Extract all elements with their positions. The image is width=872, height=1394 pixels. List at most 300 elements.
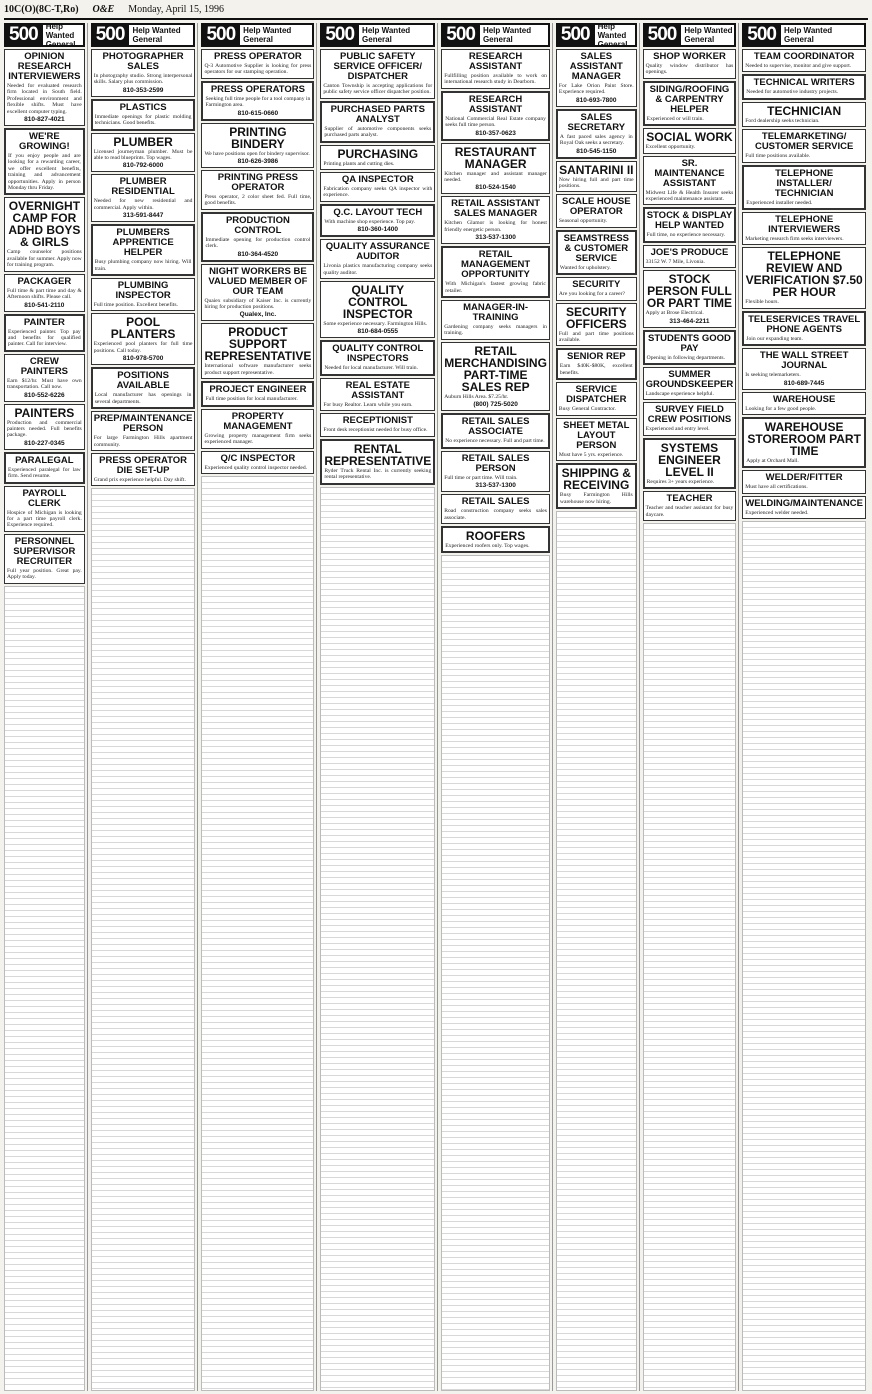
ad-body: Full year position. Great pay. Apply today. [7, 567, 82, 581]
ad-title: PUBLIC SAFETY SERVICE OFFICER/ DISPATCHER [333, 51, 423, 82]
section-banner [441, 23, 550, 47]
section-number: 500 [443, 25, 480, 45]
ad-body: Seeking full time people for a tool company in Farmington area. [205, 95, 311, 109]
classified-ad [441, 413, 550, 448]
ad-phone: 810-978-5700 [122, 355, 164, 363]
ad-body: Printing plants and cutting dies. [323, 160, 395, 167]
ad-body: Experienced paralegal for law firm. Send resume. [8, 466, 81, 480]
section-label-line2: General [45, 39, 76, 49]
ad-title: PREP/MAINTENANCE PERSON [93, 413, 193, 435]
ad-phone: Qualex, Inc. [239, 311, 277, 319]
section-label [681, 26, 732, 44]
classified-ad [643, 207, 737, 242]
ad-title: PAINTER [23, 316, 65, 328]
ad-title: Q.C. LAYOUT TECH [333, 206, 423, 218]
classified-ad [4, 274, 85, 312]
classified-ad [4, 404, 85, 450]
ad-body: We have positions open for bindery supervisor. [204, 150, 310, 157]
ad-title: RESTAURANT MANAGER [454, 144, 537, 171]
ad-title: PROPERTY MANAGEMENT [223, 410, 293, 432]
ad-title: TELEMARKETING/ CUSTOMER SERVICE [754, 131, 854, 153]
ad-body: Immediate openings for plastic molding technicians. Good benefits. [94, 113, 192, 127]
classified-ad [201, 264, 314, 322]
ad-title: SHIPPING & RECEIVING [561, 466, 631, 493]
ad-title: TELEPHONE REVIEW AND VERIFICATION $7.50 PER HOUR [745, 249, 863, 300]
column-1 [4, 23, 88, 1391]
ad-body: Q-3 Automotive Supplier is looking for press operators for our stamping operation. [204, 63, 312, 76]
ad-title: SUMMER GROUNDSKEEPER [645, 369, 734, 391]
section-label-line2: General [597, 39, 628, 49]
fine-print-listings [91, 488, 196, 1391]
ad-body: Kitchen manager and assistant manager needed. [444, 170, 547, 184]
classified-ad [556, 463, 637, 509]
ad-body: Fullfilling position available to work on international research study in Dearborn. [444, 73, 547, 86]
section-number: 500 [645, 25, 682, 45]
ad-body: Full time or part time. Will train. [444, 474, 518, 481]
ad-body: Local manufacturer has openings in several departments. [94, 392, 192, 405]
ad-phone: 313-591-8447 [122, 212, 164, 220]
ad-body: Must have 5 yrs. experience. [558, 451, 624, 458]
classified-ad [201, 123, 314, 168]
section-label-line1: Help Wanted [362, 26, 411, 35]
ad-body: Needed for new residential and commercial. Apply within. [93, 198, 193, 211]
ad-body: Hospice of Michigan is looking for a part time payroll clerk. Experience required. [7, 509, 82, 529]
classified-ad [556, 49, 637, 107]
classified-ad [643, 402, 737, 435]
ad-body: Full time positions available. [745, 153, 811, 160]
ad-phone: 810-360-1400 [357, 226, 399, 234]
classified-ad [643, 270, 737, 327]
section-banner [4, 23, 85, 47]
classified-ad [556, 303, 637, 347]
ad-title: SALES SECRETARY [567, 111, 626, 133]
ad-title: PLASTICS [119, 101, 167, 113]
ad-title: PURCHASING [337, 146, 419, 161]
ad-body: Looking for a few good people. [745, 405, 817, 412]
ad-title: RETAIL MERCHANDISING PART-TIME SALES REP [444, 343, 547, 394]
ad-body: Needed for evaluated research firm located in South field. Professional environment and flexible shifts. Must have excellent computer typing. [7, 83, 82, 115]
ad-body: National Commercial Real Estate company seeks full time person. [445, 115, 546, 129]
ad-body: Busy General Contractor. [558, 406, 616, 413]
ad-title: QUALITY CONTROL INSPECTORS [332, 343, 424, 365]
ad-body: Seasonal opportunity. [558, 218, 608, 225]
ad-title: TELESERVICES TRAVEL PHONE AGENTS [748, 313, 861, 335]
ad-phone: (800) 725-5020 [473, 401, 518, 409]
ad-body: Road construction company seeks sales associate. [444, 508, 547, 521]
classified-ad [201, 323, 314, 379]
classified-ad [201, 81, 314, 121]
ad-title: OPINION RESEARCH INTERVIEWERS [8, 51, 81, 82]
column-7 [643, 23, 740, 1391]
classified-ad [441, 300, 550, 340]
classified-ad [643, 491, 737, 521]
classified-ad [4, 534, 85, 584]
classified-ad [91, 174, 196, 222]
classified-ad [742, 470, 866, 493]
ad-title: SHEET METAL LAYOUT PERSON [563, 419, 630, 451]
ad-title: RECEPTIONIST [342, 415, 413, 427]
classified-ad [441, 342, 550, 411]
ad-body: For busy Realtor. Learn while you earn. [323, 401, 413, 408]
ad-title: QUALITY ASSURANCE AUDITOR [325, 241, 430, 263]
ad-title: QA INSPECTOR [341, 174, 414, 186]
classified-ad [742, 392, 866, 415]
classified-ad [441, 196, 550, 244]
classified-ad [201, 49, 314, 79]
ad-title: PRESS OPERATOR [213, 51, 302, 62]
ad-title: SALES ASSISTANT MANAGER [569, 51, 623, 82]
section-banner [91, 23, 196, 47]
ad-body: Kitchen Glamor is looking for honest friendly energetic person. [444, 220, 547, 233]
ad-phone: 810-693-7800 [576, 96, 617, 104]
classified-ad [201, 451, 314, 474]
ad-phone: 810-827-4021 [24, 116, 65, 124]
ad-title: SYSTEMS ENGINEER LEVEL II [658, 440, 721, 479]
classified-ad [742, 129, 866, 162]
ad-title: PRESS OPERATOR DIE SET-UP [99, 454, 187, 476]
ad-title: SURVEY FIELD CREW POSITIONS [647, 404, 732, 426]
ad-title: JOE'S PRODUCE [650, 246, 729, 258]
fine-print-listings [742, 521, 866, 1391]
classified-ad [91, 49, 196, 97]
ad-phone: 810-552-6226 [24, 391, 65, 399]
classified-ad [320, 281, 435, 338]
ad-body: Requires 3+ years experience. [646, 478, 715, 485]
ad-title: RESEARCH ASSISTANT [468, 51, 523, 72]
ad-title: TEAM COORDINATOR [753, 51, 855, 62]
ad-body: Full time & part time and day & Afternoon shifts. Please call. [7, 287, 82, 301]
column-6 [556, 23, 640, 1391]
ad-title: PLUMBER RESIDENTIAL [111, 176, 175, 198]
ad-title: PAYROLL CLERK [22, 487, 67, 509]
ad-title: SR. MAINTENANCE ASSISTANT [654, 157, 725, 189]
section-banner [643, 23, 737, 47]
classified-ad [320, 49, 435, 99]
classified-ad [556, 348, 637, 380]
classified-ad [320, 172, 435, 202]
section-number: 500 [322, 25, 359, 45]
ad-body: Gardening company seeks managers in training. [444, 324, 547, 337]
classified-ad [201, 170, 314, 210]
ad-title: PLUMBER [113, 134, 173, 149]
section-label-line1: Help Wanted [132, 26, 181, 35]
classified-columns [4, 23, 868, 1391]
section-label-line2: General [243, 35, 273, 44]
classified-ad [91, 278, 196, 311]
ad-body: Quaiex subsidiary of Kaiser Inc. is currently hiring for production positions. [204, 297, 312, 311]
ad-title: TECHNICIAN [767, 103, 842, 118]
column-3 [201, 23, 317, 1391]
ad-title: WELDER/FITTER [765, 472, 843, 484]
classified-ad [441, 526, 550, 553]
ad-title: PRODUCTION CONTROL [225, 214, 290, 236]
ad-body: Landscape experience helpful. [645, 391, 714, 398]
ad-body: In photography studio. Strong interpersonal skills. Salary plus commission. [93, 73, 193, 86]
classified-ad [643, 367, 737, 400]
classified-ad [91, 224, 196, 276]
fine-print-listings [201, 476, 314, 1391]
ad-body: Excellent opportunity. [645, 144, 696, 151]
ad-title: SERVICE DISPATCHER [566, 384, 627, 406]
ad-title: MANAGER-IN-TRAINING [463, 302, 529, 324]
classified-ad [742, 165, 866, 210]
section-label-line2: General [784, 35, 814, 44]
ad-body: Auburn Hills Area. $7.25/hr. [444, 393, 509, 400]
classified-ad [320, 145, 435, 170]
section-banner [556, 23, 637, 47]
fine-print-listings [320, 487, 435, 1392]
ad-body: Earn $12/hr. Must have own transportation. Call now. [7, 377, 82, 391]
ad-body: Earn $40K-$80K, excellent benefits. [559, 363, 633, 376]
classified-ad [556, 382, 637, 415]
classified-ad [441, 143, 550, 195]
ad-body: Full and part time positions available. [558, 330, 634, 344]
classified-ad [201, 409, 314, 449]
ad-body: Front desk receptionist needed for busy office. [323, 427, 428, 434]
ad-title: RETAIL ASSISTANT SALES MANAGER [451, 198, 541, 220]
section-label-line2: General [132, 35, 163, 44]
ad-body: For large Farmington Hills apartment community. [93, 435, 193, 448]
ad-title: CREW PAINTERS [20, 355, 69, 377]
ad-body: Must have all certifications. [745, 484, 808, 491]
ad-body: Flexible hours. [745, 299, 779, 306]
section-number: 500 [6, 25, 43, 45]
ad-title: PARALEGAL [15, 454, 74, 466]
ad-title: TELEPHONE INTERVIEWERS [768, 214, 841, 236]
classified-ad [643, 330, 737, 365]
classified-ad [201, 381, 314, 406]
ad-title: RETAIL SALES [461, 496, 530, 508]
ad-body: Opening in following departments. [646, 354, 725, 361]
ad-body: Ryder Truck Rental Inc. is currently seeking rental representative. [324, 467, 432, 481]
ad-title: STOCK & DISPLAY HELP WANTED [646, 210, 733, 232]
classified-ad [643, 438, 737, 489]
ad-body: Marketing research firm seeks interviewers. [745, 236, 844, 243]
classified-ad [4, 486, 85, 532]
classified-ad [742, 417, 866, 468]
section-label-line1: Help Wanted [482, 26, 532, 35]
ad-phone: 810-524-1540 [475, 184, 516, 192]
fine-print-listings [4, 586, 85, 1391]
ad-phone: 810-626-3986 [237, 158, 279, 166]
ad-title: Q/C INSPECTOR [220, 452, 296, 464]
publication-name: O&E [92, 4, 115, 15]
ad-title: SEAMSTRESS & CUSTOMER SERVICE [563, 232, 630, 264]
ad-body: Full time position for local manufacturer. [205, 396, 298, 403]
ad-title: NIGHT WORKERS BE VALUED MEMBER OF OUR TEAM [208, 265, 308, 297]
classified-ad [643, 156, 737, 206]
classified-ad [4, 452, 85, 484]
issue-date: Monday, April 15, 1996 [128, 4, 224, 15]
ad-title: ROOFERS [465, 528, 526, 543]
ad-body: Camp counselor positions available for summer. Apply now for training program. [7, 249, 82, 269]
ad-body: Teacher and teacher assistant for busy daycare. [645, 505, 734, 518]
classified-ad [4, 49, 85, 126]
ad-phone: 810-689-7445 [783, 379, 825, 387]
section-label [781, 26, 832, 44]
section-label [240, 26, 291, 44]
ad-title: PRODUCT SUPPORT REPRESENTATIVE [204, 325, 312, 364]
classified-ad [643, 128, 737, 153]
ad-phone: 810-364-4520 [237, 250, 279, 258]
ad-body: No experience necessary. Full and part time. [445, 438, 545, 445]
ad-title: TEACHER [666, 493, 713, 505]
ad-phone: 313-464-2211 [669, 317, 710, 325]
ad-phone: 810-615-0660 [237, 109, 279, 117]
ad-body: Canton Township is accepting applications for public safety service officer dispatcher position. [323, 83, 433, 96]
ad-phone: 810-357-0623 [475, 129, 516, 137]
ad-title: WAREHOUSE [773, 393, 836, 405]
ad-body: If you enjoy people and are looking for a rewarding career, we offer excellent benefits, training and advancement opportunities. Apply in person Monday thru Friday. [8, 153, 81, 192]
section-number: 500 [203, 25, 240, 45]
ad-title: RETAIL MANAGEMENT OPPORTUNITY [461, 249, 531, 281]
classified-ad [91, 367, 196, 409]
classified-ad [320, 340, 435, 375]
classified-ad [556, 418, 637, 461]
ad-title: WELDING/MAINTENANCE [745, 497, 863, 509]
classified-ad [4, 197, 85, 271]
classified-ad [742, 496, 866, 519]
ad-title: PRESS OPERATORS [210, 83, 305, 95]
ad-phone: 810-545-1150 [576, 147, 617, 155]
ad-body: Licensed journeyman plumber. Must be able to read blueprints. Top wages. [93, 148, 193, 162]
classified-ad [643, 81, 737, 126]
section-label [359, 26, 410, 44]
ad-body: Grand prix experience helpful. Day shift. [93, 476, 186, 483]
section-banner [201, 23, 314, 47]
classified-ad [742, 311, 866, 346]
ad-body: Quality window distributor has openings. [645, 63, 734, 76]
ad-title: RESEARCH ASSISTANT [468, 93, 523, 115]
classified-ad [556, 109, 637, 159]
ad-body: With Michigan's fastest growing fabric retailer. [445, 281, 546, 294]
ad-phone: 313-537-1300 [475, 482, 516, 490]
ad-body: Is seeking telemarketers. [745, 372, 801, 379]
classified-ad [91, 411, 196, 451]
ad-title: PRINTING PRESS OPERATOR [217, 172, 299, 194]
classified-ad [320, 239, 435, 279]
classified-ad [742, 247, 866, 308]
ad-title: PURCHASED PARTS ANALYST [330, 103, 425, 125]
classified-ad [441, 49, 550, 89]
column-8 [742, 23, 868, 1391]
section-label-line1: Help Wanted [784, 26, 833, 35]
classified-ad [556, 161, 637, 193]
ad-body: Busy Farmington Hills warehouse now hiring. [559, 492, 633, 505]
section-label-line1: Help Wanted [684, 26, 733, 35]
classified-ad [320, 204, 435, 237]
classified-ad [4, 314, 85, 352]
ad-title: PHOTOGRAPHER SALES [102, 51, 184, 72]
ad-body: Fabrication company seeks QA inspector with experience. [323, 186, 433, 199]
section-banner [320, 23, 435, 47]
ad-body: Production and commercial painters needed. Full benefits package. [7, 419, 82, 439]
ad-title: PROJECT ENGINEER [209, 384, 307, 396]
ad-body: Needed for local manufacturer. Will train. [324, 365, 418, 372]
ad-body: Experienced installer needed. [746, 199, 813, 206]
section-label [129, 26, 180, 44]
ad-title: SENIOR REP [566, 351, 626, 363]
section-number: 500 [744, 25, 781, 45]
ad-body: Midwest Life & Health Insurer seeks experienced maintenance assistant. [645, 189, 734, 203]
ad-body: Apply at Brose Electrical. [645, 310, 704, 317]
ad-title: RENTAL REPRESENTATIVE [324, 441, 432, 468]
ad-body: With machine shop experience. Top pay. [324, 218, 416, 225]
section-label-line1: Help Wanted [45, 21, 75, 40]
classified-ad [91, 133, 196, 173]
ad-title: PACKAGER [17, 275, 72, 287]
ad-body: Busy plumbing company now hiring. Will train. [94, 259, 192, 272]
ad-title: OVERNIGHT CAMP FOR ADHD BOYS & GIRLS [8, 199, 81, 250]
ad-body: Ford dealership seeks technician. [745, 117, 820, 124]
section-label [595, 22, 635, 49]
page-number: 10C(O)(8C-T,Ro) [4, 4, 79, 15]
ad-body: Growing property management firm seeks experienced manager. [204, 432, 312, 446]
ad-title: SCALE HOUSE OPERATOR [561, 196, 631, 218]
classified-ad [643, 49, 737, 79]
classified-ad [320, 439, 435, 485]
ad-title: WE'RE GROWING! [19, 131, 70, 153]
ad-title: RETAIL SALES PERSON [461, 452, 530, 474]
section-label-line2: General [362, 35, 392, 44]
fine-print-listings [441, 555, 550, 1391]
ad-title: PERSONNEL SUPERVISOR RECRUITER [13, 535, 76, 567]
classified-ad [4, 354, 85, 402]
ad-phone: 810-792-6000 [122, 162, 164, 170]
classified-ad [742, 74, 866, 99]
ad-title: STUDENTS GOOD PAY [648, 332, 731, 354]
ad-body: Needed for automotive industry projects. [746, 89, 839, 96]
masthead [4, 4, 868, 20]
ad-phone: 810-227-0345 [24, 439, 65, 447]
ad-phone: 810-541-2110 [24, 301, 65, 309]
classified-ad [4, 128, 85, 195]
ad-body: Press operator, 2 color sheet fed. Full time, good benefits. [204, 194, 312, 207]
ad-title: SHOP WORKER [653, 51, 726, 62]
ad-body: Are you looking for a career? [558, 291, 625, 298]
ad-body: For Lake Orion Paint Store. Experience required. [558, 83, 634, 96]
ad-body: Full time position. Excellent benefits. [93, 302, 178, 309]
ad-title: QUALITY CONTROL INSPECTOR [342, 283, 413, 322]
ad-body: Immediate opening for production control clerk. [205, 236, 311, 250]
column-4 [320, 23, 438, 1391]
section-label [480, 26, 531, 44]
ad-phone: 810-353-2599 [122, 86, 164, 94]
classified-ad [441, 91, 550, 141]
classified-ad [556, 277, 637, 300]
ad-title: SIDING/ROOFING & CARPENTRY HELPER [649, 83, 730, 115]
ad-title: TELEPHONE INSTALLER/ TECHNICIAN [774, 167, 834, 199]
column-5 [441, 23, 553, 1391]
ad-phone: 810-684-0555 [357, 328, 399, 336]
classified-ad [320, 101, 435, 143]
section-label-line2: General [684, 35, 715, 44]
ad-title: PLUMBING INSPECTOR [115, 280, 171, 302]
ad-body: Wanted for upholstery. [559, 264, 611, 271]
section-banner [742, 23, 866, 47]
ad-title: POSITIONS AVAILABLE [116, 370, 170, 392]
section-number: 500 [93, 25, 130, 45]
ad-title: PRINTING BINDERY [229, 124, 287, 151]
ad-title: THE WALL STREET JOURNAL [759, 350, 849, 372]
classified-ad [91, 313, 196, 365]
ad-title: PAINTERS [14, 405, 75, 420]
ad-title: RETAIL SALES ASSOCIATE [461, 416, 530, 438]
classified-ad [441, 494, 550, 524]
ad-title: SECURITY OFFICERS [565, 304, 627, 331]
ad-title: SECURITY [572, 279, 621, 291]
fine-print-listings [556, 511, 637, 1391]
